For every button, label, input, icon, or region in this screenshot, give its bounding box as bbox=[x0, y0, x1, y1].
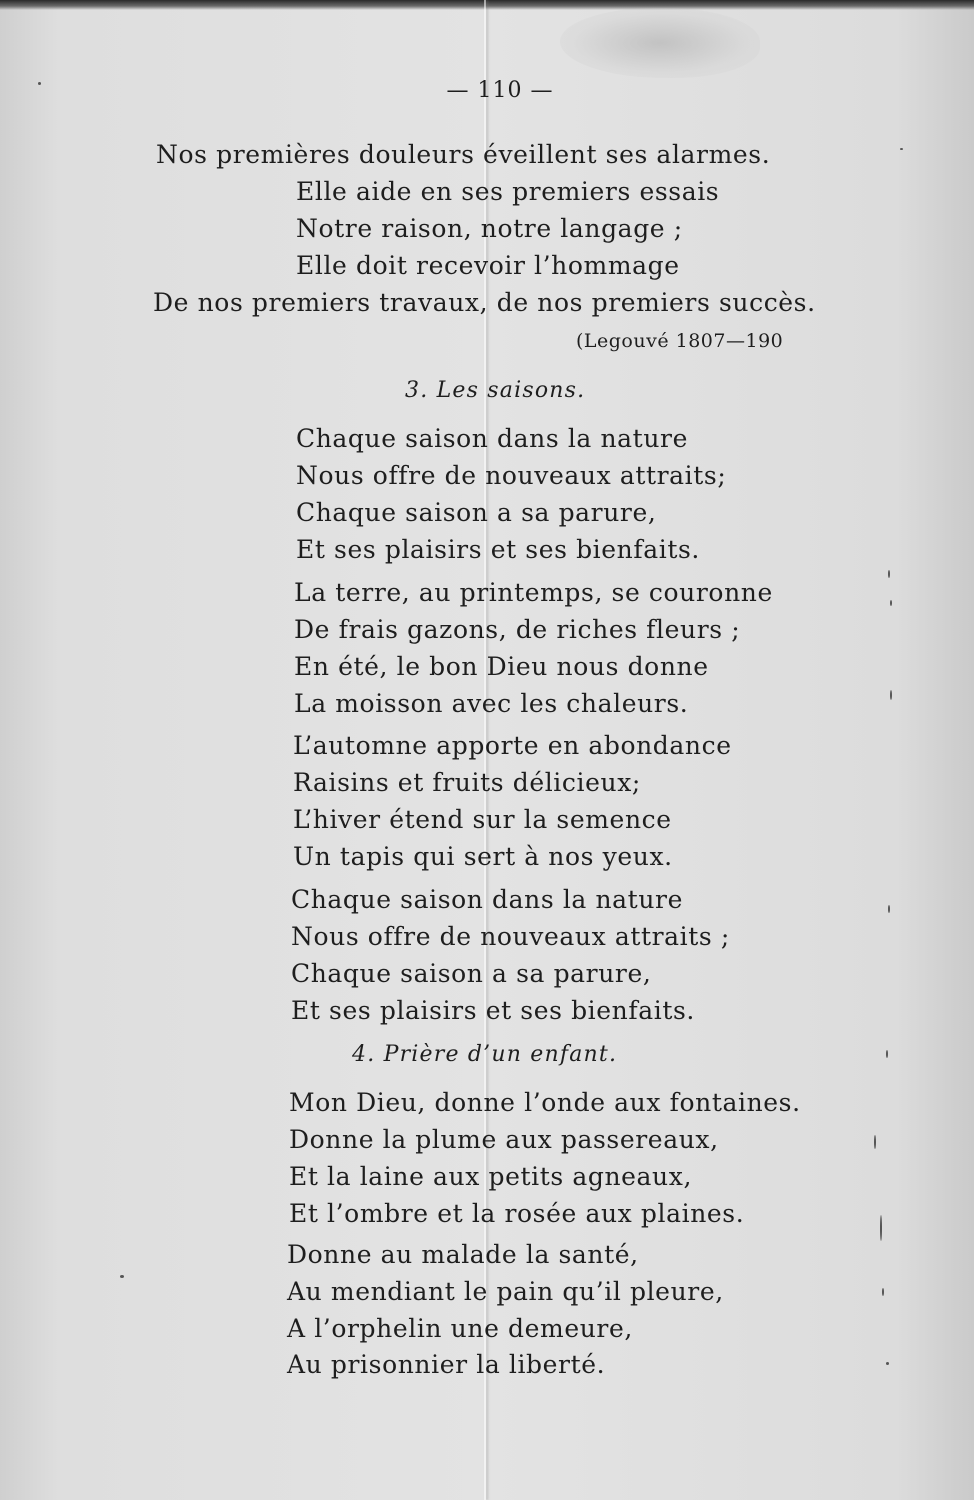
section-heading: 3. Les saisons. bbox=[405, 378, 586, 403]
poem-line: Elle aide en ses premiers essais bbox=[296, 177, 720, 206]
poem-line: Nous offre de nouveaux attraits ; bbox=[291, 922, 730, 951]
poem-line: Chaque saison dans la nature bbox=[291, 885, 683, 914]
poem-line: L’automne apporte en abondance bbox=[293, 731, 732, 760]
poem-line: Chaque saison a sa parure, bbox=[296, 498, 657, 527]
scan-speck bbox=[900, 148, 903, 150]
poem-line: Notre raison, notre langage ; bbox=[296, 214, 683, 243]
page-number: — 110 — bbox=[446, 78, 554, 103]
poem-line: Elle doit recevoir l’hommage bbox=[296, 251, 680, 280]
poem-line: Raisins et fruits délicieux; bbox=[293, 768, 641, 797]
scan-speck bbox=[888, 570, 890, 578]
scan-speck bbox=[882, 1288, 884, 1296]
poem-line: Donne la plume aux passereaux, bbox=[289, 1125, 719, 1154]
poem-line: De frais gazons, de riches fleurs ; bbox=[294, 615, 741, 644]
scan-speck bbox=[880, 1215, 882, 1241]
poem-line: Un tapis qui sert à nos yeux. bbox=[293, 842, 673, 871]
poem-line: Et l’ombre et la rosée aux plaines. bbox=[289, 1199, 745, 1228]
poem-line: L’hiver étend sur la semence bbox=[293, 805, 672, 834]
attribution: (Legouvé 1807—190 bbox=[576, 330, 784, 352]
page-top-edge bbox=[0, 0, 974, 10]
poem-line: En été, le bon Dieu nous donne bbox=[294, 652, 709, 681]
poem-line: La terre, au printemps, se couronne bbox=[294, 578, 773, 607]
poem-line: A l’orphelin une demeure, bbox=[287, 1314, 633, 1343]
poem-line: Nous offre de nouveaux attraits; bbox=[296, 461, 727, 490]
poem-line: Chaque saison a sa parure, bbox=[291, 959, 652, 988]
poem-line: Mon Dieu, donne l’onde aux fontaines. bbox=[289, 1088, 801, 1117]
scan-speck bbox=[120, 1275, 124, 1278]
poem-line: Chaque saison dans la nature bbox=[296, 424, 688, 453]
poem-line: Et ses plaisirs et ses bienfaits. bbox=[296, 535, 700, 564]
scan-speck bbox=[888, 905, 890, 913]
scan-speck bbox=[886, 1362, 889, 1365]
poem-line: Au prisonnier la liberté. bbox=[287, 1350, 606, 1379]
poem-line: Au mendiant le pain qu’il pleure, bbox=[287, 1277, 724, 1306]
scan-speck bbox=[874, 1135, 876, 1149]
scan-speck bbox=[886, 1050, 888, 1058]
scan-speck bbox=[890, 600, 892, 606]
scan-speck bbox=[38, 82, 41, 85]
water-stain bbox=[560, 8, 760, 78]
poem-line: Et ses plaisirs et ses bienfaits. bbox=[291, 996, 695, 1025]
scan-speck bbox=[890, 690, 892, 700]
poem-line: De nos premiers travaux, de nos premiers succès. bbox=[153, 288, 816, 317]
poem-line: Donne au malade la santé, bbox=[287, 1240, 639, 1269]
poem-line: La moisson avec les chaleurs. bbox=[294, 689, 689, 718]
section-heading: 4. Prière d’un enfant. bbox=[352, 1042, 618, 1067]
poem-line: Nos premières douleurs éveillent ses alarmes. bbox=[156, 140, 771, 169]
poem-line: Et la laine aux petits agneaux, bbox=[289, 1162, 692, 1191]
